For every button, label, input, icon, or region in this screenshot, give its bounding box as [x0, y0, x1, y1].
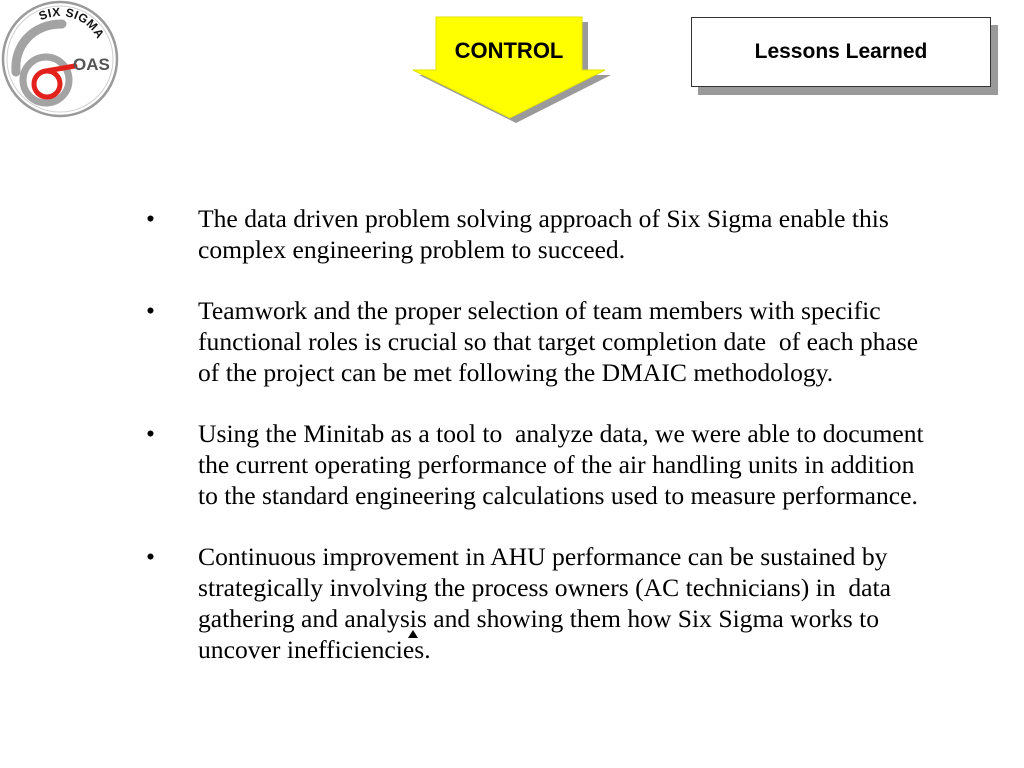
bullet-text	[198, 541, 1024, 665]
bullet-text	[198, 203, 1024, 265]
phase-arrow-shape	[413, 17, 605, 118]
bullet-text	[198, 418, 1024, 511]
logo-ring-text: SIX SIGMA	[36, 4, 108, 42]
bullet-line: strategically involving the process owners (AC technicians) in data	[198, 573, 891, 602]
logo-initials: OAS	[73, 55, 110, 74]
six-sigma-oas-logo	[0, 0, 122, 120]
section-title: Lessons Learned	[754, 40, 928, 63]
bullet-line: Teamwork and the proper selection of team members with specific	[198, 296, 881, 325]
bullet-line: The data driven problem solving approach of Six Sigma enable this	[198, 204, 889, 233]
bullet-item	[0, 203, 1024, 265]
bullet-line: complex engineering problem to succeed.	[198, 235, 626, 264]
bullet-line: uncover inefficiencies.	[198, 635, 431, 664]
bullet-line: of the project can be met following the DMAIC methodology.	[198, 358, 834, 387]
phase-arrow	[405, 12, 615, 127]
bullet-line: Using the Minitab as a tool to analyze data, we were able to document	[198, 419, 924, 448]
bullet-line: functional roles is crucial so that target completion date of each phase	[198, 327, 919, 356]
bullet-marker: •	[146, 542, 155, 571]
phase-arrow-label: CONTROL	[454, 38, 564, 63]
bullet-text	[198, 295, 1024, 388]
bullet-line: the current operating performance of the air handling units in addition	[198, 450, 915, 479]
bullet-line: Continuous improvement in AHU performance can be sustained by	[198, 542, 888, 571]
up-triangle-icon	[408, 630, 418, 638]
bullet-line: gathering and analysis and showing them how Six Sigma works to	[198, 604, 880, 633]
bullet-marker: •	[146, 419, 155, 448]
bullet-item	[0, 295, 1024, 388]
bullet-line: to the standard engineering calculations used to measure performance.	[198, 481, 918, 510]
bullet-item	[0, 541, 1024, 665]
bullet-list	[0, 203, 1024, 695]
bullet-marker: •	[146, 296, 155, 325]
section-title-box	[691, 17, 991, 87]
bullet-item	[0, 418, 1024, 511]
bullet-marker: •	[146, 204, 155, 233]
